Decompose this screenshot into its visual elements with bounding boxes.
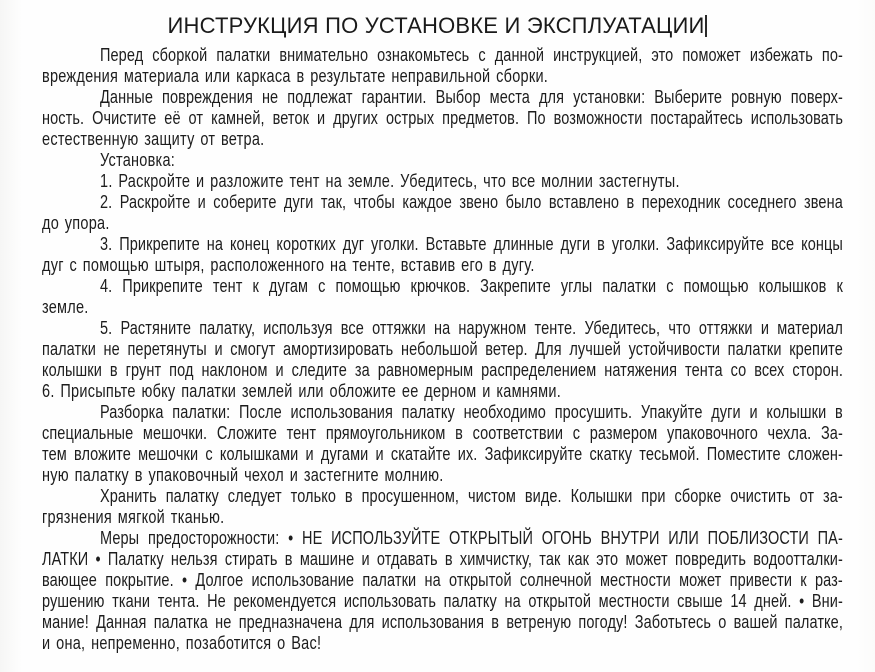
word: следует	[227, 486, 282, 508]
word: под	[169, 360, 194, 382]
word: её	[164, 108, 181, 130]
word: •	[95, 549, 101, 571]
word: вашей	[733, 612, 778, 634]
word: и	[214, 339, 223, 361]
word: 2.	[100, 192, 113, 214]
word: дугам	[268, 276, 309, 298]
word: необходимо	[463, 402, 546, 424]
word: и	[275, 360, 284, 382]
word: погоду!	[578, 612, 628, 634]
word: их.	[457, 444, 478, 466]
word: солнечной	[519, 570, 592, 592]
word: колышков	[758, 276, 827, 298]
word: тента	[685, 360, 723, 382]
word: оттяжки	[372, 318, 426, 340]
word: к	[252, 276, 259, 298]
word: материал	[777, 318, 843, 340]
word: палатки	[362, 570, 417, 592]
text-line[interactable]: 1. Раскройте и разложите тент на земле. Убедитесь, что все молнии застегнуты.	[100, 171, 680, 193]
word: 4.	[100, 276, 113, 298]
word: крепите	[789, 339, 843, 361]
word: звена	[804, 192, 843, 214]
word: и	[197, 192, 206, 214]
word: и	[361, 549, 370, 571]
word: ОТКРЫТЫЙ	[449, 528, 534, 550]
word: ровную	[731, 87, 782, 109]
word: колышки	[766, 402, 827, 424]
word: использование	[251, 570, 355, 592]
word: с	[318, 276, 326, 298]
word: просушенном,	[361, 486, 460, 508]
text-cursor-caret	[705, 15, 707, 37]
text-line[interactable]: земле.	[42, 297, 89, 319]
word: просушить.	[554, 402, 633, 424]
word: открытой	[528, 591, 592, 613]
word: После	[239, 402, 282, 424]
word: тента.	[157, 591, 200, 613]
word: и	[375, 444, 384, 466]
text-line[interactable]: Установка:	[100, 150, 176, 172]
word: предназначена	[238, 612, 343, 634]
word: местности	[599, 570, 671, 592]
word: только	[290, 486, 337, 508]
word: уголки.	[611, 234, 660, 256]
word: о	[718, 612, 727, 634]
word: коротких	[276, 234, 336, 256]
word: для	[539, 87, 565, 109]
word: на	[504, 591, 521, 613]
word: 5.	[100, 318, 113, 340]
word: внимательно	[279, 45, 369, 67]
word: палатки	[216, 45, 271, 67]
word: это	[596, 549, 619, 571]
word: камней,	[211, 108, 265, 130]
document-title[interactable]	[0, 0, 875, 39]
text-line[interactable]: 6. Присыпьте юбку палатки землей или обложите ее дерном и камнями.	[42, 381, 561, 403]
word: небольшой	[400, 339, 478, 361]
word: использовать	[343, 591, 437, 613]
word: Вни-	[811, 591, 843, 613]
word: повреждения	[162, 87, 253, 109]
word: Не	[207, 591, 226, 613]
word: грунт	[125, 360, 162, 382]
word: концы	[801, 234, 843, 256]
word: палатку	[443, 591, 497, 613]
word: палатки:	[172, 402, 231, 424]
document-body[interactable]	[42, 46, 843, 655]
word: вложите	[73, 444, 131, 466]
word: Закрепите	[480, 276, 551, 298]
word: постарайтесь	[650, 108, 743, 130]
word: в	[835, 402, 843, 424]
word: к	[836, 276, 843, 298]
word: углы	[560, 276, 593, 298]
word: скатку	[589, 444, 633, 466]
word: дуг	[342, 234, 365, 256]
word: ветер.	[485, 339, 528, 361]
word: ВНУТРИ	[600, 528, 660, 550]
word: мешочки.	[142, 423, 208, 445]
word: стирать	[224, 549, 278, 571]
word: Выбор	[435, 87, 481, 109]
text-line[interactable]: естественную защиту от ветра.	[42, 129, 265, 151]
word: химчистку,	[459, 549, 533, 571]
word: Прикрепите	[119, 234, 200, 256]
word: раз-	[814, 570, 843, 592]
word: Выберите	[654, 87, 723, 109]
word: помощью	[335, 276, 401, 298]
word: упаковочного	[666, 423, 758, 445]
word: крючков.	[410, 276, 471, 298]
word: сложен-	[787, 444, 843, 466]
word: Очистите	[92, 108, 157, 130]
word: •	[799, 591, 805, 613]
word: тент	[212, 276, 243, 298]
word: инструкцией,	[553, 45, 643, 67]
word: веток	[272, 108, 310, 130]
word: установки:	[573, 87, 646, 109]
word: устойчивости	[628, 339, 721, 361]
word: в	[344, 486, 353, 508]
word: Меры	[100, 528, 140, 550]
word: Раскройте	[119, 192, 191, 214]
word: всех	[754, 360, 785, 382]
word: дней.	[754, 591, 792, 613]
word: уголки.	[371, 234, 419, 256]
document-title-text: ИНСТРУКЦИЯ ПО УСТАНОВКЕ И ЭКСПЛУАТАЦИИ	[167, 13, 705, 38]
word: может	[625, 549, 668, 571]
word: ЛАТКИ	[42, 549, 89, 571]
word: тем	[42, 444, 67, 466]
word: сборке	[674, 486, 722, 508]
word: Растяните	[120, 318, 192, 340]
word: дуги	[283, 192, 314, 214]
word: наклоном	[201, 360, 268, 382]
word: мание!	[42, 612, 89, 634]
word: Убедитесь,	[584, 318, 661, 340]
word: чистом	[467, 486, 516, 508]
word: ность.	[42, 108, 85, 130]
word: наружном	[458, 318, 527, 340]
word: Сложите	[216, 423, 277, 445]
text-line[interactable]: дуг с помощью штыря, расположенного на тенте, вставив его в дугу.	[42, 255, 535, 277]
word: соберите	[213, 192, 277, 214]
word: Вставьте	[425, 234, 487, 256]
word: свыше	[677, 591, 723, 613]
word: в	[284, 549, 293, 571]
word: сторон.	[792, 360, 843, 382]
word: местности	[598, 591, 670, 613]
word: соседнего	[727, 192, 797, 214]
word: на	[433, 318, 451, 340]
word: скатайте	[390, 444, 451, 466]
word: в	[455, 423, 463, 445]
word: чехла.	[767, 423, 812, 445]
word: дуги	[560, 234, 591, 256]
word: и	[305, 444, 314, 466]
word: вающее	[42, 570, 97, 592]
word: предосторожности:	[147, 528, 280, 550]
word: предметов.	[442, 108, 520, 130]
word: каждое	[402, 192, 452, 214]
word: Зафиксируйте	[484, 444, 583, 466]
word: Перед	[100, 45, 144, 67]
word: 14	[730, 591, 747, 613]
word: Данные	[100, 87, 153, 109]
word: как	[567, 549, 590, 571]
word: Заботьтесь	[634, 612, 712, 634]
word: чтобы	[353, 192, 395, 214]
word: виде.	[524, 486, 562, 508]
word: ПОБЛИЗОСТИ	[707, 528, 809, 550]
word: распределением	[481, 360, 597, 382]
word: повредить	[674, 549, 747, 571]
word: данной	[494, 45, 545, 67]
word: рекомендуется	[233, 591, 337, 613]
word: Разборка	[100, 402, 164, 424]
word: использования	[381, 612, 485, 634]
word: привести	[729, 570, 793, 592]
word: за	[354, 360, 370, 382]
word: что	[668, 318, 691, 340]
word: колышки	[42, 360, 102, 382]
word: перетянуты	[127, 339, 207, 361]
word: поможет	[682, 45, 741, 67]
word: и	[749, 402, 758, 424]
word: ИЛИ	[668, 528, 699, 550]
word: открытой	[448, 570, 512, 592]
word: использовать	[750, 108, 843, 130]
word: и	[317, 108, 326, 130]
word: ткани	[112, 591, 151, 613]
word: в	[597, 234, 605, 256]
word: подлежат	[287, 87, 353, 109]
word: лучшей	[569, 339, 621, 361]
word: это	[651, 45, 674, 67]
word: от	[188, 108, 204, 130]
word: Палатку	[107, 549, 164, 571]
word: сборкой	[152, 45, 208, 67]
word: поверх-	[790, 87, 843, 109]
word: •	[181, 570, 188, 592]
word: с	[205, 444, 213, 466]
word: ознакомьтесь	[377, 45, 470, 67]
word: Прикрепите	[122, 276, 203, 298]
word: в	[491, 612, 500, 634]
word: при	[641, 486, 666, 508]
word: ОГОНЬ	[541, 528, 592, 550]
word: размером	[589, 423, 658, 445]
word: оттяжки	[698, 318, 753, 340]
word: Хранить	[100, 486, 157, 508]
word: тесьмой.	[639, 444, 700, 466]
word: палатку,	[199, 318, 256, 340]
word: места	[489, 87, 530, 109]
word: в	[444, 549, 453, 571]
word: используя	[263, 318, 333, 340]
word: может	[679, 570, 722, 592]
word: Зафиксируйте	[666, 234, 765, 256]
text-line[interactable]: грязнения мягкой тканью.	[42, 507, 225, 529]
text-line[interactable]: и она, непременно, позаботится о Вас!	[42, 633, 322, 655]
word: палатки	[727, 339, 782, 361]
word: За-	[820, 423, 843, 445]
word: Упакуйте	[640, 402, 703, 424]
word: соответствии	[472, 423, 564, 445]
word: покрытие.	[105, 570, 174, 592]
word: Долгое	[195, 570, 244, 592]
word: мешочки	[138, 444, 199, 466]
word: рушению	[42, 591, 105, 613]
word: за-	[822, 486, 843, 508]
word: по-	[821, 45, 843, 67]
word: избежать	[749, 45, 813, 67]
word: следите	[291, 360, 347, 382]
word: помощью	[683, 276, 749, 298]
word: Поместите	[706, 444, 781, 466]
word: отдавать	[376, 549, 438, 571]
word: вставлено	[548, 192, 620, 214]
word: дугами	[320, 444, 369, 466]
word: ветреную	[506, 612, 572, 634]
word: так	[539, 549, 561, 571]
word: амортизировать	[283, 339, 394, 361]
word: длинные	[493, 234, 554, 256]
word: палатки	[602, 276, 657, 298]
word: дуги	[711, 402, 741, 424]
word: очистить	[730, 486, 791, 508]
word: водоотталки-	[753, 549, 843, 571]
word: 3.	[100, 234, 113, 256]
word: нельзя	[170, 549, 218, 571]
word: палатку	[165, 486, 219, 508]
text-line[interactable]: вреждения материала или каркаса в результате неправильной сборки.	[42, 66, 549, 88]
word: специальные	[42, 423, 134, 445]
word: на	[206, 234, 224, 256]
word: НЕ	[302, 528, 323, 550]
word: смогут	[230, 339, 276, 361]
text-line[interactable]: до упора.	[42, 213, 110, 235]
word: равномерным	[377, 360, 474, 382]
word: возможности	[553, 108, 643, 130]
word: других	[333, 108, 379, 130]
word: палатке,	[784, 612, 843, 634]
word: с	[666, 276, 674, 298]
word: переходник	[641, 192, 721, 214]
word: прямоугольником	[325, 423, 446, 445]
word: гарантии.	[361, 87, 427, 109]
word: в	[626, 192, 635, 214]
word: использования	[290, 402, 393, 424]
word: машине	[299, 549, 355, 571]
word: Для	[535, 339, 562, 361]
word: Данная	[96, 612, 147, 634]
word: палатку	[401, 402, 455, 424]
word: палатка	[153, 612, 208, 634]
word: конец	[229, 234, 270, 256]
word: со	[730, 360, 747, 382]
word: По	[527, 108, 546, 130]
word: ИСПОЛЬЗУЙТЕ	[331, 528, 441, 550]
word: к	[800, 570, 807, 592]
word: не	[261, 87, 279, 109]
word: ПА-	[817, 528, 843, 550]
word: острых	[385, 108, 435, 130]
word: натяжения	[604, 360, 678, 382]
word: все	[771, 234, 795, 256]
text-line[interactable]: ную палатку в упаковочный чехол и застегните молнию.	[42, 465, 444, 487]
word: палатки	[42, 339, 96, 361]
word: Колышки	[570, 486, 633, 508]
word: колышками	[219, 444, 299, 466]
word: в	[109, 360, 118, 382]
word: звено	[459, 192, 499, 214]
word: на	[424, 570, 441, 592]
word: для	[349, 612, 375, 634]
word: все	[340, 318, 364, 340]
word: так,	[320, 192, 347, 214]
word: •	[288, 528, 294, 550]
word: не	[103, 339, 120, 361]
word: и	[760, 318, 770, 340]
word: от	[799, 486, 815, 508]
word: тент	[286, 423, 317, 445]
word: тенте.	[534, 318, 577, 340]
word: не	[215, 612, 232, 634]
word: с	[572, 423, 581, 445]
word: было	[505, 192, 542, 214]
word: с	[478, 45, 486, 67]
